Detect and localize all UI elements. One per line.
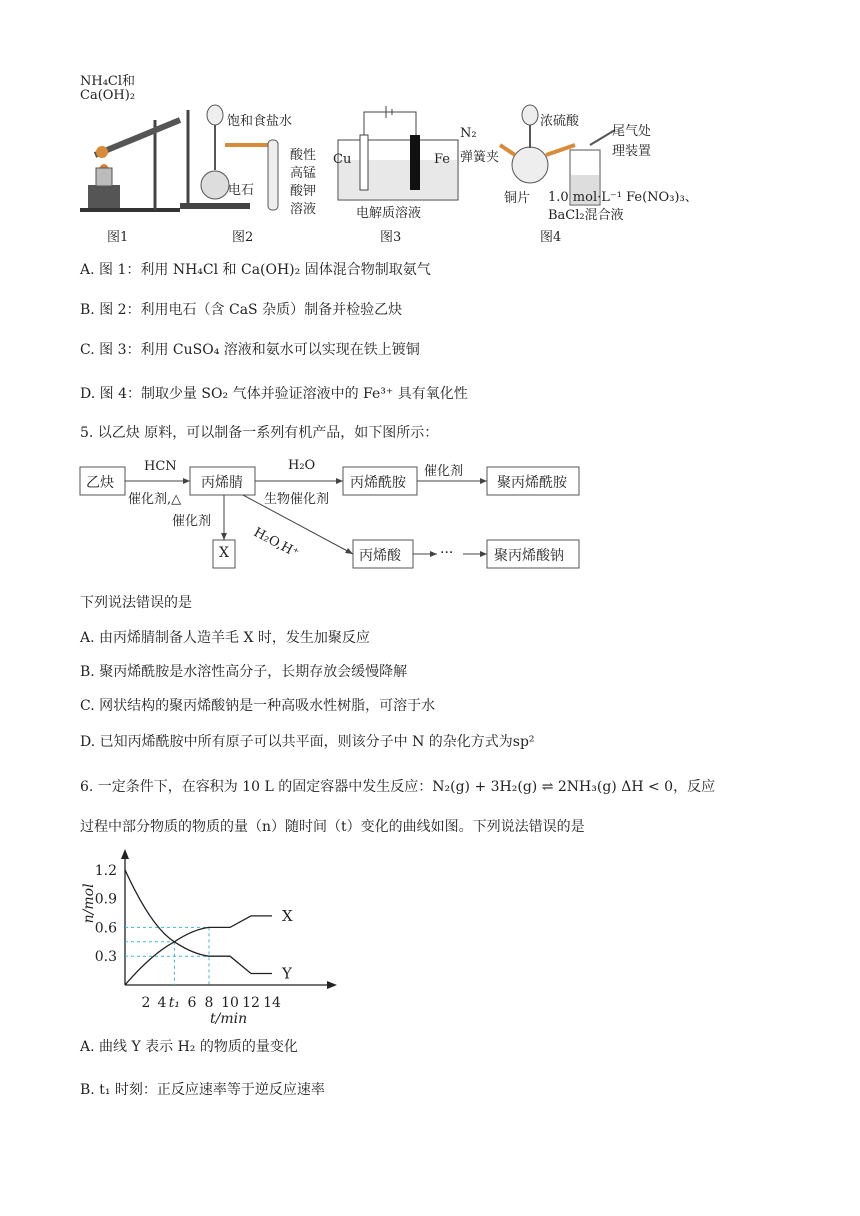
fig3-label-fe: Fe: [434, 152, 451, 167]
q6-option-a: A. 曲线 Y 表示 H₂ 的物质的量变化: [80, 1039, 298, 1055]
scheme-acetylene: 乙炔: [86, 475, 114, 491]
series-line-y: [125, 870, 272, 974]
fig2-label-water: 饱和食盐水: [227, 114, 293, 129]
fig4-label-tail2: 理装置: [612, 144, 652, 159]
x-tick-label: t₁: [168, 995, 180, 1011]
fig2-label-sol-1: 高锰: [290, 166, 317, 181]
scheme-acrylonitrile: 丙烯腈: [201, 475, 243, 491]
q5-stem: 5. 以乙炔 原料，可以制备一系列有机产品，如下图所示：: [80, 425, 439, 441]
scheme-label-cat2: 催化剂: [172, 514, 212, 529]
fig4-label-sol2: BaCl₂混合液: [548, 208, 624, 223]
scheme-polyacrylamide: 聚丙烯酰胺: [497, 475, 567, 491]
x-tick-label: 6: [187, 995, 197, 1011]
y-axis-label: n/mol: [81, 883, 97, 924]
y-tick-label: 0.6: [94, 920, 117, 937]
fig4-label-n2: N₂: [460, 126, 477, 141]
figure-1: [80, 120, 180, 212]
y-tick-label: 1.2: [94, 862, 117, 879]
q4-option-b: B. 图 2：利用电石（含 CaS 杂质）制备并检验乙炔: [80, 302, 403, 318]
q6-stem-line2: 过程中部分物质的物质的量（n）随时间（t）变化的曲线如图。下列说法错误的是: [80, 819, 585, 835]
fig2-label-sol-2: 酸钾: [290, 184, 317, 199]
scheme-label-h2o-h: H₂O,H⁺: [250, 525, 302, 562]
q6-option-b: B. t₁ 时刻：正反应速率等于逆反应速率: [80, 1082, 325, 1098]
x-tick-label: 14: [263, 995, 281, 1011]
scheme-acrylamide: 丙烯酰胺: [350, 475, 406, 491]
fig2-label-sol-0: 酸性: [290, 148, 317, 163]
fig4-label-cu: 铜片: [504, 191, 531, 206]
y-axis-arrow: [121, 849, 129, 859]
q5-option-d: D. 已知丙烯酰胺中所有原子可以共平面，则该分子中 N 的杂化方式为sp²: [80, 734, 535, 750]
fig4-label-clip: 弹簧夹: [460, 150, 500, 165]
fig4-label-acid: 浓硫酸: [540, 114, 580, 129]
fig3-caption: 图3: [380, 230, 402, 245]
x-tick-label: 10: [221, 995, 239, 1011]
scheme-sodium-polyacrylate: 聚丙烯酸钠: [494, 548, 564, 564]
y-tick-label: 0.3: [94, 949, 117, 966]
fig4-label-tail: 尾气处: [612, 124, 652, 139]
q6-stem-line1: 6. 一定条件下，在容积为 10 L 的固定容器中发生反应：N₂(g) + 3H₂(g) ⇌ 2NH₃(g) ΔH < 0，反应: [80, 779, 716, 795]
fig3-label-sol: 电解质溶液: [356, 206, 422, 221]
scheme-label-hcn: HCN: [144, 459, 177, 474]
q5-option-c: C. 网状结构的聚丙烯酸钠是一种高吸水性树脂，可溶于水: [80, 698, 436, 714]
scheme-dots: ···: [440, 545, 454, 561]
fig1-label-b: Ca(OH)₂: [80, 88, 136, 103]
scheme-label-h2o: H₂O: [288, 458, 316, 473]
scheme-acrylic-acid: 丙烯酸: [359, 548, 401, 564]
x-tick-label: 4: [157, 995, 167, 1011]
x-tick-label: 12: [242, 995, 260, 1011]
x-axis-arrow: [327, 981, 337, 989]
series-line-x: [125, 916, 272, 985]
q4-option-a: A. 图 1：利用 NH₄Cl 和 Ca(OH)₂ 固体混合物制取氨气: [80, 262, 431, 278]
x-tick-label: 2: [141, 995, 151, 1011]
series-label-y: Y: [282, 964, 292, 983]
x-axis-label: t/min: [210, 1011, 248, 1025]
q4-option-c: C. 图 3：利用 CuSO₄ 溶液和氨水可以实现在铁上镀铜: [80, 342, 420, 358]
fig3-label-cu: Cu: [333, 152, 352, 167]
fig4-caption: 图4: [540, 230, 562, 245]
n-vs-t-chart: [80, 845, 350, 1025]
fig2-caption: 图2: [232, 230, 254, 245]
series-label-x: X: [282, 906, 293, 925]
q4-option-d: D. 图 4：制取少量 SO₂ 气体并验证溶液中的 Fe³⁺ 具有氧化性: [80, 386, 468, 402]
q5-prompt: 下列说法错误的是: [80, 595, 192, 611]
fig1-caption: 图1: [107, 230, 129, 245]
scheme-label-cat1: 催化剂: [424, 464, 464, 479]
fig1-label-a: NH₄Cl和: [80, 74, 136, 89]
scheme-label-cat-heat: 催化剂,△: [128, 492, 182, 507]
scheme-x: X: [219, 545, 229, 561]
fig2-label-stone: 电石: [228, 183, 255, 198]
x-tick-label: 8: [204, 995, 214, 1011]
q5-option-a: A. 由丙烯腈制备人造羊毛 X 时，发生加聚反应: [80, 630, 370, 646]
scheme-label-bio-cat: 生物催化剂: [264, 492, 330, 507]
fig4-label-sol1: 1.0 mol·L⁻¹ Fe(NO₃)₃、: [548, 190, 698, 205]
q5-option-b: B. 聚丙烯酰胺是水溶性高分子，长期存放会缓慢降解: [80, 664, 408, 680]
y-tick-label: 0.9: [94, 891, 117, 908]
fig2-label-sol-3: 溶液: [290, 202, 317, 217]
